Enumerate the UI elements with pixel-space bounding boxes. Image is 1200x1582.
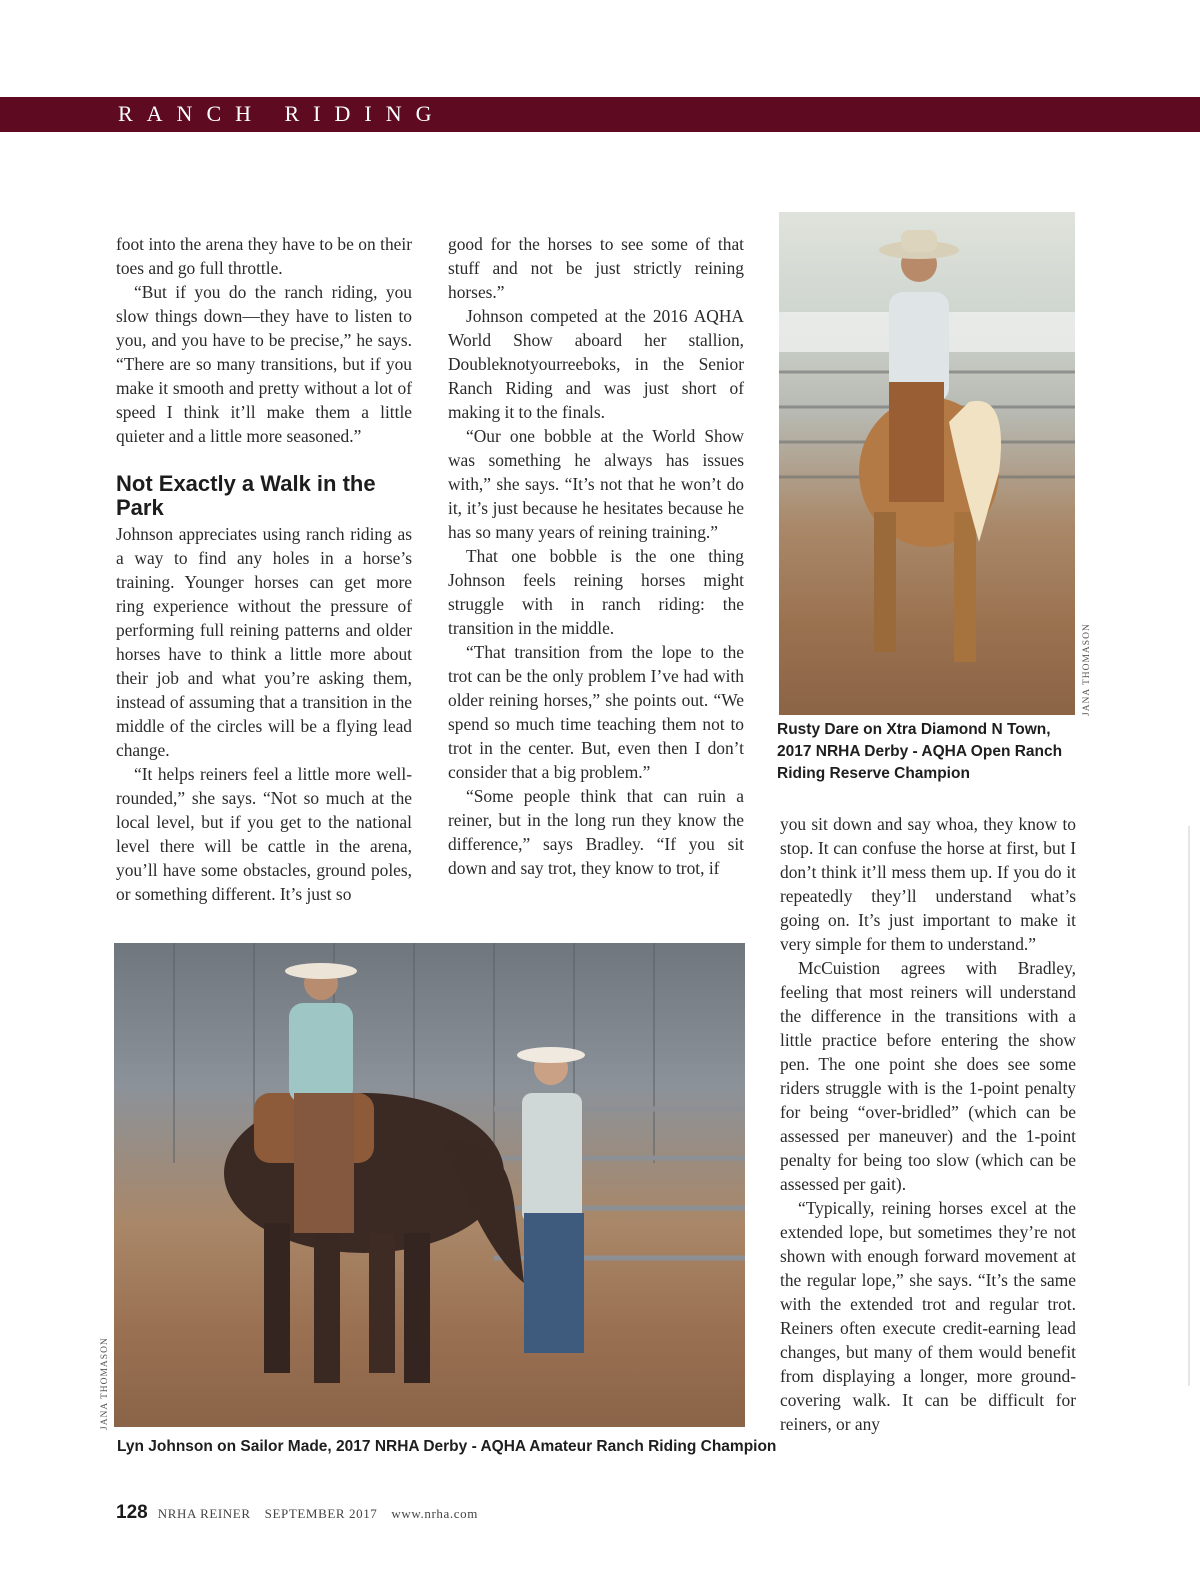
website-link[interactable]: www.nrha.com — [391, 1506, 478, 1521]
page-edge-divider — [1188, 826, 1190, 1386]
photo-credit: JANA THOMASON — [1082, 623, 1092, 716]
photo-credit: JANA THOMASON — [100, 1337, 110, 1430]
paragraph: “It helps reiners feel a little more well-rounded,” she says. “Not so much at the local level, but if you get to the national level there will be cattle in the arena, you’ll have some obstacles, ground poles, or something different. It’s just so — [116, 764, 412, 904]
paragraph: Johnson appreciates using ranch riding as a way to find any holes in a horse’s training. Younger horses can get more ring experience without the pressure of performing full reining patterns and older horses have to think a little more about their job and what you’re asking them, instead of assuming that a transition in the middle of the circles will be a flying lead change. — [116, 524, 412, 760]
publication-name: NRHA REINER — [157, 1506, 251, 1521]
paragraph: McCuistion agrees with Bradley, feeling that most reiners will understand the difference in the transitions with a little practice before entering the show pen. The one point she does see some riders struggle with is the 1-point penalty for being “over-bridled” (which can be assessed per maneuver) and the 1-point penalty for being too slow (which can be assessed per gait). — [780, 958, 1076, 1194]
paragraph: you sit down and say whoa, they know to stop. It can confuse the horse at first, but I don’t think it’ll mess them up. If you do it repeatedly they’ll understand what’s going on. It’s just important to make it very simple for them to understand.” — [780, 814, 1076, 954]
issue-date: SEPTEMBER 2017 — [264, 1506, 378, 1521]
article-column-2 — [448, 232, 744, 880]
subheading: Not Exactly a Walk in the Park — [116, 471, 376, 520]
paragraph: That one bobble is the one thing Johnson feels reining horses might struggle with in ranch riding: the transition in the middle. — [448, 546, 744, 638]
paragraph: “Typically, reining horses excel at the extended lope, but sometimes they’re not shown with enough forward movement at the regular lope,” she says. “It’s the same with the extended trot and regular trot. Reiners often execute credit-earning lead changes, but many of them would benefit from displaying a longer, more ground-covering walk. It can be difficult for reiners, or any — [780, 1198, 1076, 1434]
paragraph: “But if you do the ranch riding, you slow things down—they have to listen to you, and you have to be precise,” he says. “There are so many transitions, but if you make it smooth and pretty without a lot of speed I think it’ll make them a little quieter and a little more seasoned.” — [116, 282, 412, 446]
page-footer — [116, 1502, 492, 1524]
photo-rider-palomino — [779, 212, 1075, 715]
page-number: 128 — [116, 1502, 148, 1523]
photo-caption: Lyn Johnson on Sailor Made, 2017 NRHA Derby - AQHA Amateur Ranch Riding Champion — [117, 1438, 777, 1455]
paragraph: “That transition from the lope to the trot can be the only problem I’ve had with older reining horses,” she points out. “We spend so much time teaching them not to trot in the center. But, even then I don’t consider that a big problem.” — [448, 642, 744, 782]
photo-rider-bay-horse — [114, 943, 745, 1427]
paragraph: foot into the arena they have to be on their toes and go full throttle. — [116, 234, 412, 278]
paragraph: good for the horses to see some of that stuff and not be just strictly reining horses.” — [448, 234, 744, 302]
section-title: RANCH RIDING — [118, 101, 446, 126]
paragraph: “Some people think that can ruin a reiner, but in the long run they know the difference,” says Bradley. “If you sit down and say trot, they know to trot, if — [448, 786, 744, 878]
section-header-bar — [0, 97, 1200, 132]
paragraph: “Our one bobble at the World Show was something he always has issues with,” she says. “It’s not that he won’t do it, it’s just because he hesitates because he has so many years of reining training.” — [448, 426, 744, 542]
photo-caption: Rusty Dare on Xtra Diamond N Town, 2017 NRHA Derby - AQHA Open Ranch Riding Reserve Champion — [777, 721, 1063, 782]
article-column-1 — [116, 232, 412, 906]
article-column-3 — [780, 812, 1076, 1436]
paragraph: Johnson competed at the 2016 AQHA World Show aboard her stallion, Doubleknotyourreeboks, in the Senior Ranch Riding and was just short of making it to the finals. — [448, 306, 744, 422]
